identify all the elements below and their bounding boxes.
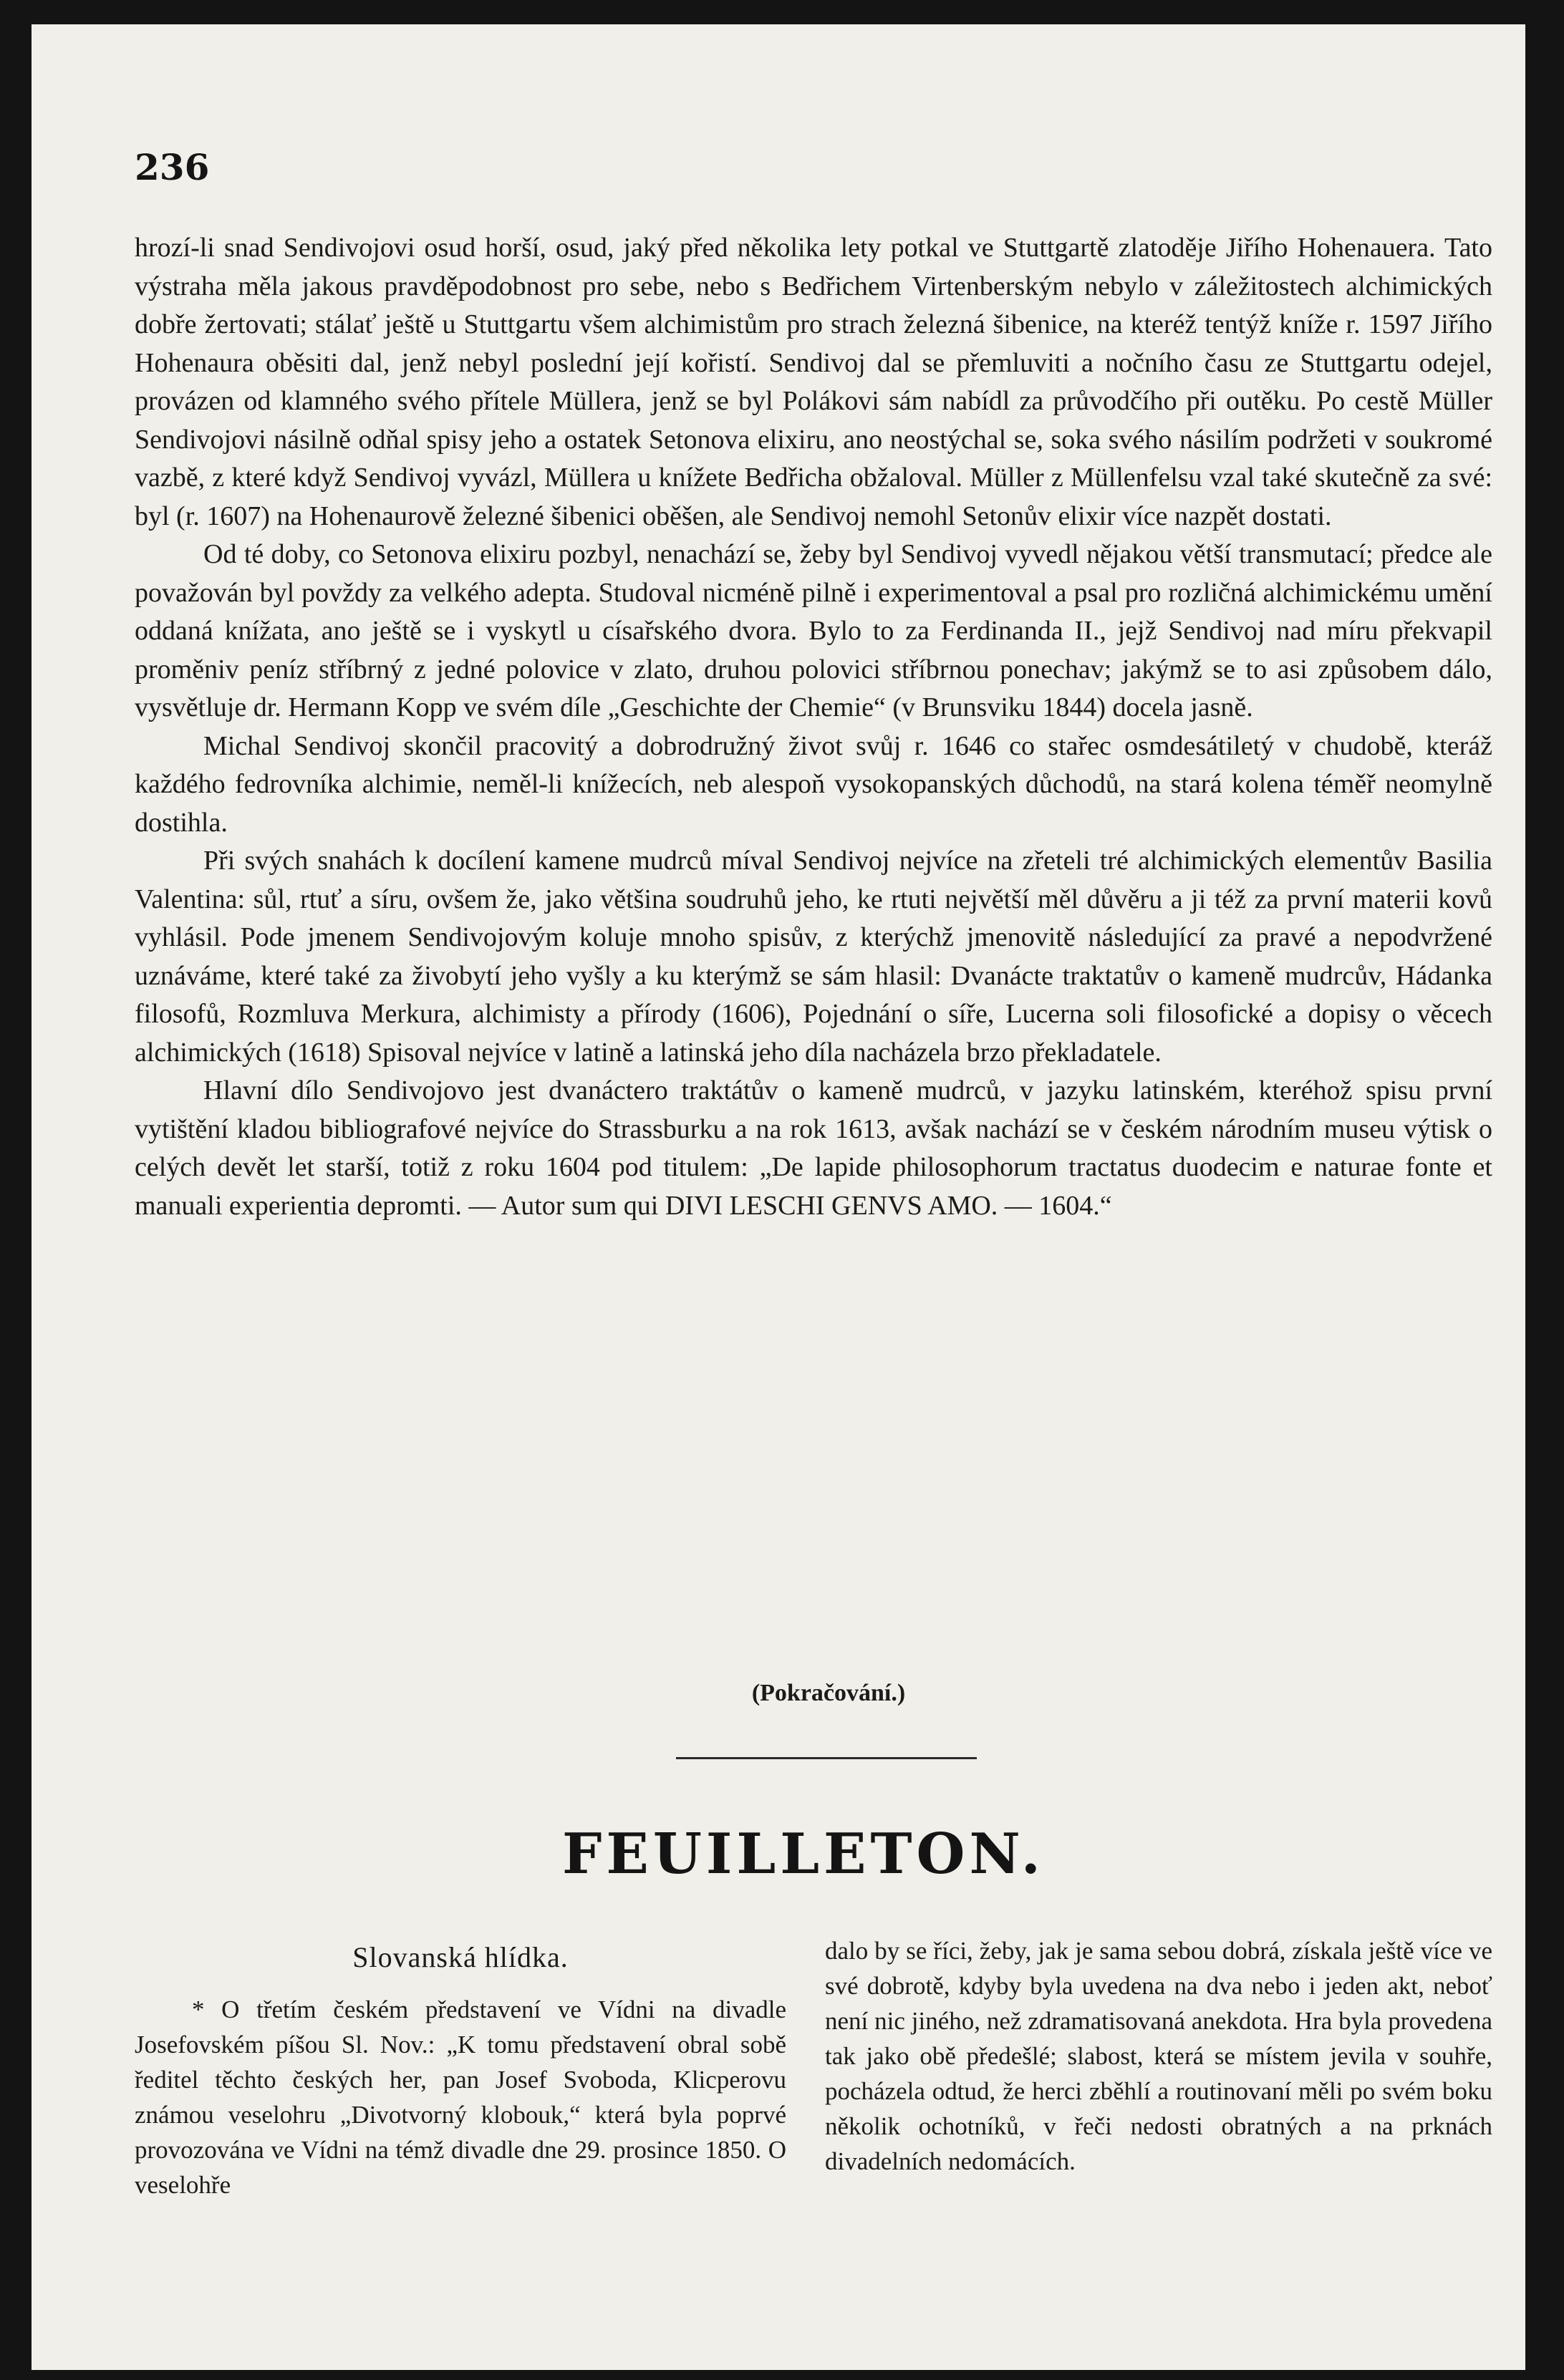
section-heading: Slovanská hlídka. [352, 1941, 569, 1973]
feuilleton-paragraph: * O třetím českém představení ve Vídni na divadle Josefovském píšou Sl. Nov.: „K tomu představení obral sobě ředitel těchto českých her, pan Josef Svoboda, Klicperovu známou veselohru „Divotvorný klobouk,“ která byla poprvé provozována ve Vídni na témž divadle dne 29. prosince 1850. O veselohře [135, 1996, 786, 2199]
article-paragraph: Michal Sendivoj skončil pracovitý a dobrodružný život svůj r. 1646 co stařec osmdesátiletý v chudobě, kteráž každého fedrovníka alchimie, neměl-li knížecích, neb alespoň vysokopanských důchodů, na stará kolena téměř neomylně dostihla. [135, 730, 1492, 838]
newspaper-page [32, 24, 1525, 2370]
article-paragraph: Hlavní dílo Sendivojovo jest dvanáctero traktátův o kameně mudrců, v jazyku latinském, kteréhož spisu první vytištění kladou bibliografové nejvíce do Strassburku a na rok 1613, avšak nachází se v českém národním museu výtisk o celých devět let starší, totiž z roku 1604 pod titulem: „De lapide philosophorum tractatus duodecim e naturae fonte et manuali experientia depromti. — Autor sum qui DIVI LESCHI GENVS AMO. — 1604.“ [135, 1075, 1492, 1221]
continued-label: (Pokračování.) [751, 1680, 906, 1706]
feuilleton-paragraph: dalo by se říci, žeby, jak je sama sebou dobrá, získala ještě více ve své dobrotě, kdyby byla uvedena na dva nebo i jeden akt, neboť není nic jiného, než zdramatisovaná anekdota. Hra byla provedena tak jako obě předešlé; slabost, která se místem jevila v souhře, pocházela odtud, že herci zběhlí a routinovaní měli po svém boku několik ochotníků, v řeči nedosti obratných a na prknách divadelních nedomácích. [825, 1937, 1492, 2175]
article-body [135, 229, 1492, 1225]
article-paragraph: Při svých snahách k docílení kamene mudrců míval Sendivoj nejvíce na zřeteli tré alchimických elementův Basilia Valentina: sůl, rtuť a síru, ovšem že, jako většina soudruhů jeho, ke rtuti největší měl důvěru a ji též za první materii kovů vyhlásil. Pode jmenem Sendivojovým koluje mnoho spisův, z kterýchž jmenovitě následující za pravé a nepodvržené uznáváme, které také za živobytí jeho vyšly a ku kterýmž se sám hlasil: Dvanácte traktatův o kameně mudrcův, Hádanka filosofů, Rozmluva Merkura, alchimisty a přírody (1606), Pojednání o síře, Lucerna soli filosofické a dopisy o věcech alchimických (1618) Spisoval nejvíce v latině a latinská jeho díla nacházela brzo překladatele. [135, 846, 1492, 1068]
article-paragraph: hrozí-li snad Sendivojovi osud horší, osud, jaký před několika lety potkal ve Stuttgartě zlatoděje Jiřího Hohenauera. Tato výstraha měla jakous pravděpodobnost pro sebe, nebo s Bedřichem Virtenberským nebylo v záležitostech alchimických dobře žertovati; stálať ještě u Stuttgartu všem alchimistům pro strach železná šibenice, na kteréž tentýž kníže r. 1597 Jiřího Hohenaura oběsiti dal, jenž nebyl poslední její kořistí. Sendivoj dal se přemluviti a nočního času ze Stuttgartu odejel, provázen od klamného svého přítele Müllera, jenž se byl Polákovi sám nabídl za průvodčího při outěku. Po cestě Müller Sendivojovi násilně odňal spisy jeho a ostatek Setonova elixiru, ano neostýchal se, soka svého násilím podržeti v soukromé vazbě, z které když Sendivoj vyvázl, Müllera u knížete Bedřicha obžaloval. Müller z Müllenfelsu vzal také skutečně za své: byl (r. 1607) na Hohenaurově železné šibenici oběšen, ale Sendivoj nemohl Setonův elixir více nazpět dostati. [135, 233, 1492, 531]
feuilleton-right-column [825, 1933, 1492, 2179]
feuilleton-left-column [135, 1929, 786, 2202]
section-divider [676, 1757, 977, 1759]
article-paragraph: Od té doby, co Setonova elixiru pozbyl, nenachází se, žeby byl Sendivoj vyvedl nějakou větší transmutací; předce ale považován byl povždy za velkého adepta. Studoval nicméně pilně i experimentoval a psal pro rozličná alchimickému umění oddaná knížata, ano ještě se i vyskytl u císařského dvora. Bylo to za Ferdinanda II., jejž Sendivoj nad míru překvapil proměniv peníz stříbrný z jedné polovice v zlato, druhou polovici stříbrnou ponechav; jakýmž se to asi způsobem dálo, vysvětluje dr. Hermann Kopp ve svém díle „Geschichte der Chemie“ (v Brunsviku 1844) docela jasně. [135, 539, 1492, 722]
feuilleton-title: FEUILLETON. [562, 1822, 1045, 1887]
page-number: 236 [135, 146, 210, 188]
